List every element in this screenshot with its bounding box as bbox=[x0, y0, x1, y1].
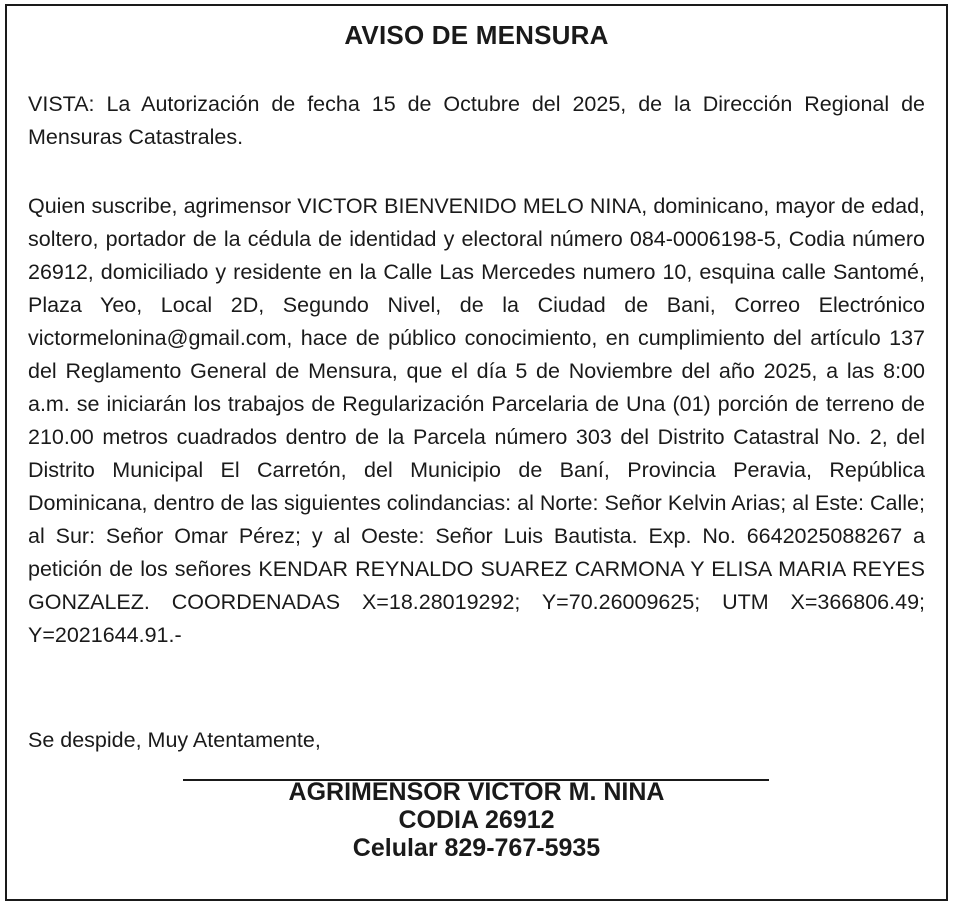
signature-block bbox=[7, 778, 946, 862]
body-paragraph: Quien suscribe, agrimensor VICTOR BIENVENIDO MELO NINA, dominicano, mayor de edad, soltero, portador de la cédula de identidad y electoral número 084-0006198-5, Codia número 26912, domiciliado y residente en la Calle Las Mercedes numero 10, esquina calle Santomé, Plaza Yeo, Local 2D, Segundo Nivel, de la Ciudad de Bani, Correo Electrónico victormelonina@gmail.com, hace de público conocimiento, en cumplimiento del artículo 137 del Reglamento General de Mensura, que el día 5 de Noviembre del año 2025, a las 8:00 a.m. se iniciarán los trabajos de Regularización Parcelaria de Una (01) porción de terreno de 210.00 metros cuadrados dentro de la Parcela número 303 del Distrito Catastral No. 2, del Distrito Municipal El Carretón, del Municipio de Baní, Provincia Peravia, República Dominicana, dentro de las siguientes colindancias: al Norte: Señor Kelvin Arias; al Este: Calle; al Sur: Señor Omar Pérez; y al Oeste: Señor Luis Bautista. Exp. No. 6642025088267 a petición de los señores KENDAR REYNALDO SUAREZ CARMONA Y ELISA MARIA REYES GONZALEZ. COORDENADAS X=18.28019292; Y=70.26009625; UTM X=366806.49; Y=2021644.91.- bbox=[28, 194, 925, 647]
farewell-text: Se despide, Muy Atentamente, bbox=[28, 728, 321, 752]
signature-codia: CODIA 26912 bbox=[398, 806, 555, 834]
notice-title: AVISO DE MENSURA bbox=[344, 20, 609, 50]
signature-phone: Celular 829-767-5935 bbox=[352, 834, 601, 862]
signature-name: AGRIMENSOR VICTOR M. NINA bbox=[288, 778, 665, 806]
vista-paragraph: VISTA: La Autorización de fecha 15 de Octubre del 2025, de la Dirección Regional de Mensuras Catastrales. bbox=[28, 92, 925, 149]
notice-frame bbox=[5, 4, 948, 901]
